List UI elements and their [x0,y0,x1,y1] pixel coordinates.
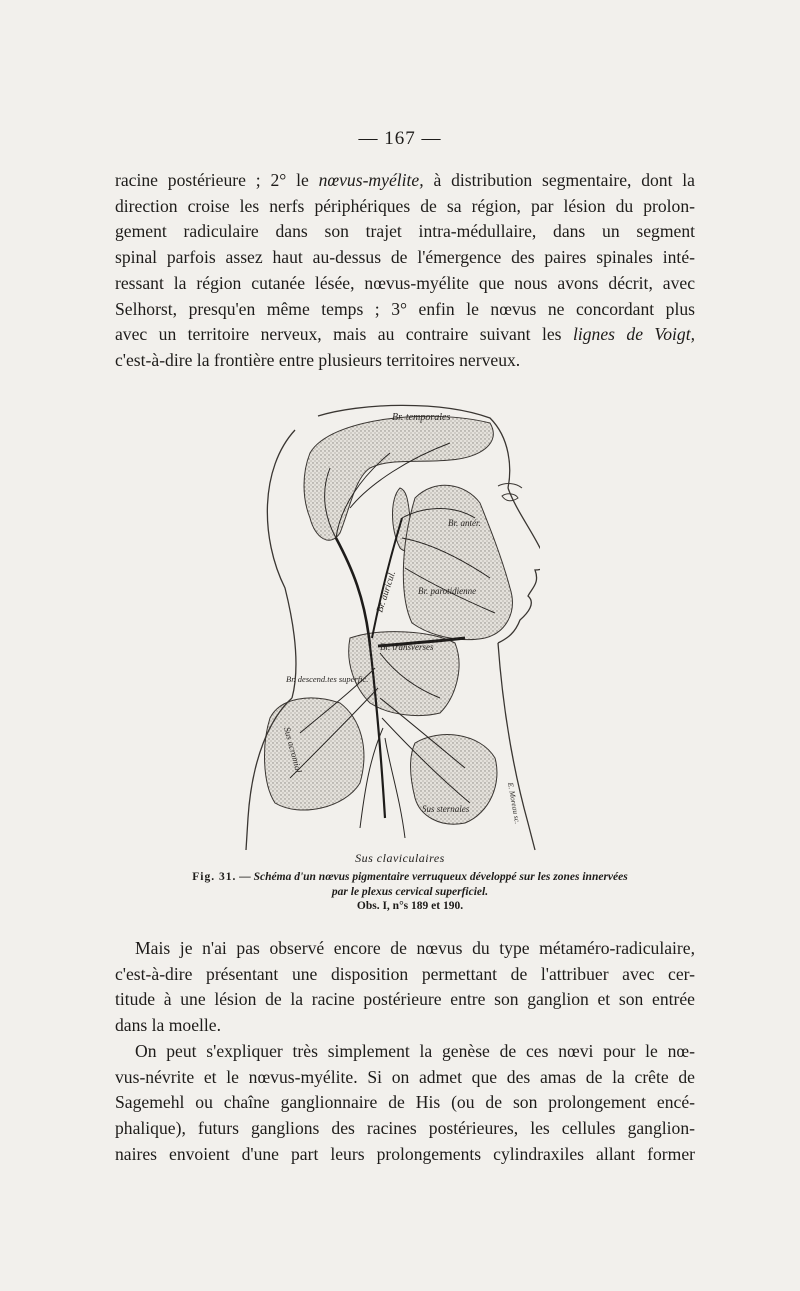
paragraph-line: c'est-à-dire la frontière entre plusieurs territoires nerveux. [115,349,521,370]
paragraph-line: ressant la région cutanée lésée, nœvus-myélite que nous avons décrit, avec [115,272,695,293]
page-number: — 167 — [358,128,442,149]
paragraph-line: phalique), futurs ganglions des racines postérieures, les cellules ganglion- [115,1118,695,1139]
paragraph-line: gement radiculaire dans son trajet intra-médullaire, dans un segment [115,221,695,242]
label-auricul: Br. auricul. [375,569,399,614]
label-transverses: Br. transverses [380,642,434,652]
label-anter: Br. antér. [448,518,481,528]
label-sternales: Sus sternales [422,804,470,814]
figure-sublabel: Sus claviculaires [355,851,445,865]
label-parotidien: Br. parotidienne [418,586,477,596]
caption-obs: Obs. I, n°s 189 et 190. [356,900,464,912]
caption-line: Fig. 31. — Schéma d'un nœvus pigmentaire verruqueux développé sur les zones innervées [192,871,628,883]
paragraph-line: avec un territoire nerveux, mais au contraire suivant les lignes de Voigt, [115,324,695,345]
paragraph-line: titude à une lésion de la racine postérieure entre son ganglion et son entrée [115,989,695,1010]
paragraph-line: dans la moelle. [115,1015,222,1036]
anatomical-figure [240,398,540,853]
label-descend: Br. descend.tes superfic. [286,674,369,684]
label-temporales: Br. temporales [392,412,451,423]
paragraph-line: naires envoient d'une part leurs prolongements cylindraxiles allant former [115,1143,695,1164]
paragraph-1 [115,168,695,374]
neck-nerve-illustration [240,398,540,853]
paragraph-line: spinal parfois assez haut au-dessus de l'émergence des paires spinales inté- [115,247,695,268]
paragraph-3 [115,1039,695,1168]
paragraph-line: On peut s'expliquer très simplement la genèse de ces nœvi pour le nœ- [135,1041,695,1061]
paragraph-line: Selhorst, presqu'en même temps ; 3° enfin le nœvus ne concordant plus [115,298,695,319]
paragraph-line: racine postérieure ; 2° le nœvus-myélite, à distribution segmentaire, dont la [115,170,695,190]
paragraph-2 [115,936,695,1039]
label-acromial: Sus acromial [282,725,304,774]
caption-line: par le plexus cervical superficiel. [331,885,489,898]
paragraph-line: Mais je n'ai pas observé encore de nœvus du type métaméro-radiculaire, [135,938,695,958]
caption-label: Fig. 31. [192,871,237,883]
figure-caption [110,870,710,914]
engraver-signature: E. Moreau sc. [506,781,523,825]
paragraph-line: c'est-à-dire présentant une disposition permettant de l'attribuer avec cer- [115,963,695,984]
paragraph-line: vus-névrite et le nœvus-myélite. Si on admet que des amas de la crête de [115,1066,695,1087]
paragraph-line: direction croise les nerfs périphériques de sa région, par lésion du prolon- [115,195,695,216]
paragraph-line: Sagemehl ou chaîne ganglionnaire de His (ou de son prolongement encé- [115,1092,695,1113]
